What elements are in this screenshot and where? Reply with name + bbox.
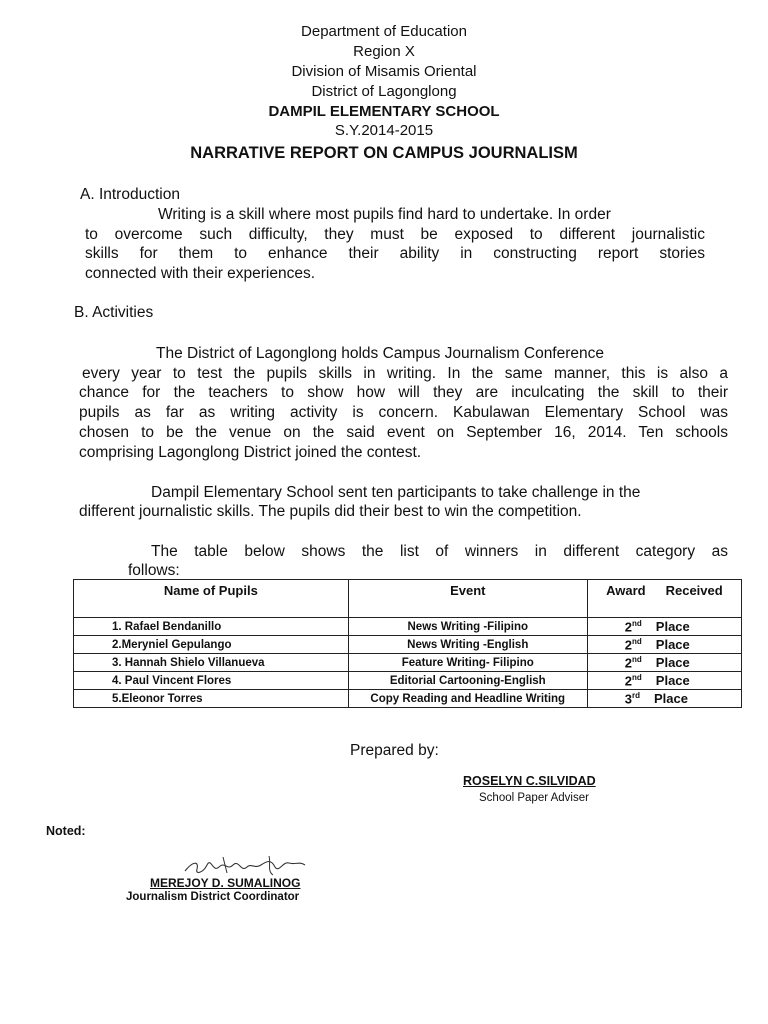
award-value xyxy=(588,637,741,652)
school-year: S.Y.2014-2015 xyxy=(334,122,434,139)
award-rank-suffix: rd xyxy=(632,690,641,700)
event-cell: Editorial Cartooning-English xyxy=(348,672,587,690)
award-rank-suffix: nd xyxy=(632,636,642,646)
header-event: Event xyxy=(348,580,587,618)
winners-table xyxy=(73,579,742,708)
award-value xyxy=(588,619,741,634)
award-rank-number: 2 xyxy=(624,619,633,635)
division-line: Division of Misamis Oriental xyxy=(291,63,477,80)
award-cell xyxy=(587,636,741,654)
award-cell xyxy=(587,654,741,672)
school-name: DAMPIL ELEMENTARY SCHOOL xyxy=(268,103,500,120)
pupil-name-cell: 2.Meryniel Gepulango xyxy=(74,636,349,654)
header-name: Name of Pupils xyxy=(74,580,349,618)
district-line: District of Lagonglong xyxy=(311,83,457,100)
event-cell: News Writing -Filipino xyxy=(348,618,587,636)
award-rank-suffix: nd xyxy=(632,654,642,664)
department-line: Department of Education xyxy=(301,23,467,40)
award-rank-number: 2 xyxy=(624,637,633,653)
award-place: Place xyxy=(654,691,688,707)
award-value xyxy=(588,655,741,670)
intro-line-3: skills for them to enhance their ability in constructing report stories xyxy=(85,245,705,262)
intro-line-1: Writing is a skill where most pupils find hard to undertake. In order xyxy=(158,206,611,223)
table-row xyxy=(74,636,742,654)
event-cell: Copy Reading and Headline Writing xyxy=(348,690,587,708)
pupil-name-cell: 5.Eleonor Torres xyxy=(74,690,349,708)
pupil-name-cell: 1. Rafael Bendanillo xyxy=(74,618,349,636)
header-award xyxy=(587,580,741,618)
award-rank-number: 2 xyxy=(624,673,633,689)
table-body xyxy=(74,618,742,708)
table-row xyxy=(74,672,742,690)
prepared-by-label: Prepared by: xyxy=(350,742,439,759)
pupil-name-cell: 4. Paul Vincent Flores xyxy=(74,672,349,690)
award-rank-number: 3 xyxy=(624,691,633,707)
activities-p1-line-4: pupils as far as writing activity is concern. Kabulawan Elementary School was xyxy=(79,404,728,421)
noted-label: Noted: xyxy=(46,824,86,838)
activities-p2-line-1: Dampil Elementary School sent ten participants to take challenge in the xyxy=(151,484,641,501)
activities-heading: B. Activities xyxy=(74,304,154,321)
award-rank-number: 2 xyxy=(624,655,633,671)
table-row xyxy=(74,618,742,636)
award-value xyxy=(588,673,741,688)
award-rank xyxy=(625,691,640,706)
award-cell xyxy=(587,690,741,708)
award-rank xyxy=(625,619,642,634)
activities-p1-line-3: chance for the teachers to show how will they are inculcating the skill to their xyxy=(79,384,728,401)
award-place: Place xyxy=(655,619,690,635)
report-title: NARRATIVE REPORT ON CAMPUS JOURNALISM xyxy=(190,144,578,162)
region-line: Region X xyxy=(353,43,415,60)
activities-p3-line-1: The table below shows the list of winners in different category as xyxy=(151,543,728,560)
header-award-label: Award xyxy=(606,583,646,598)
award-cell xyxy=(587,618,741,636)
award-rank xyxy=(625,655,642,670)
event-cell: Feature Writing- Filipino xyxy=(348,654,587,672)
table-row xyxy=(74,654,742,672)
award-rank xyxy=(625,637,642,652)
activities-p1-line-6: comprising Lagonglong District joined the contest. xyxy=(79,444,422,461)
activities-p2-line-2: different journalistic skills. The pupils did their best to win the competition. xyxy=(79,503,582,520)
intro-line-4: connected with their experiences. xyxy=(85,265,316,282)
activities-p1-line-5: chosen to be the venue on the said event on September 16, 2014. Ten schools xyxy=(79,424,728,441)
award-cell xyxy=(587,672,741,690)
award-rank-suffix: nd xyxy=(632,618,642,628)
preparer-role: School Paper Adviser xyxy=(479,792,589,804)
award-place: Place xyxy=(655,655,690,671)
intro-line-2: to overcome such difficulty, they must be exposed to different journalistic xyxy=(85,226,705,243)
table-row xyxy=(74,690,742,708)
award-rank-suffix: nd xyxy=(632,672,642,682)
activities-p1-line-2: every year to test the pupils skills in writing. In the same manner, this is also a xyxy=(82,365,728,382)
award-rank xyxy=(625,673,642,688)
award-place: Place xyxy=(655,673,690,689)
table-header-row xyxy=(74,580,742,618)
award-place: Place xyxy=(655,637,690,653)
event-cell: News Writing -English xyxy=(348,636,587,654)
introduction-heading: A. Introduction xyxy=(80,186,180,203)
preparer-name: ROSELYN C.SILVIDAD xyxy=(463,774,596,788)
activities-p1-line-1: The District of Lagonglong holds Campus Journalism Conference xyxy=(156,345,605,362)
noted-name: MEREJOY D. SUMALINOG xyxy=(150,876,301,890)
pupil-name-cell: 3. Hannah Shielo Villanueva xyxy=(74,654,349,672)
header-received-label: Received xyxy=(665,583,723,598)
noted-role: Journalism District Coordinator xyxy=(126,891,300,903)
award-value xyxy=(588,691,741,706)
activities-p3-line-2: follows: xyxy=(128,562,180,579)
